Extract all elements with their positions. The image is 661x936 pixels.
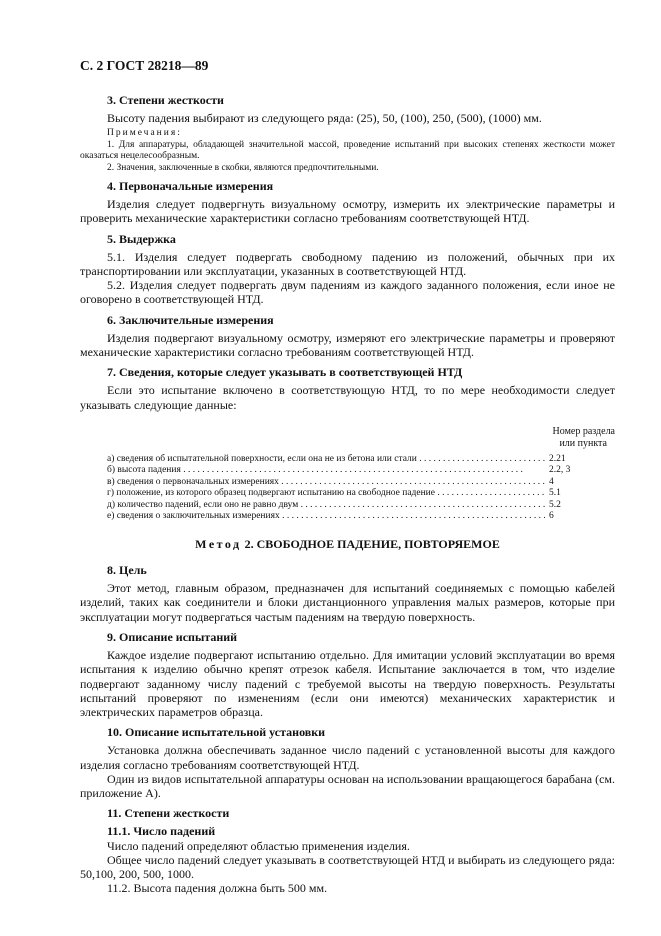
section-4-text: Изделия следует подвергнуть визуальному осмотру, измерить их электрические параметры и проверить механические характеристики согласно требованиям соответствующей НТД. xyxy=(80,197,615,226)
toc-item: б) высота падения . . . 2.2, 3 xyxy=(80,465,615,477)
section-6-text: Изделия подвергают визуальному осмотру, измеряют его электрические параметры и проверяют механические характеристики согласно требованиям соответствующей НТД. xyxy=(80,330,615,360)
section-11-1-p2: Общее число падений следует указывать в соответствующей НТД и выбирать из следующего ряда: 50,100, 200, 500, 1000. xyxy=(80,852,615,881)
section-10-p1: Установка должна обеспечивать заданное число падений с установленной высоты для каждого изделия согласно требованиям соответствующей НТД. xyxy=(80,743,615,772)
section-3-title: 3. Степени жесткости xyxy=(107,93,224,107)
section-11-1-p1: Число падений определяют областью применения изделия. xyxy=(107,838,410,853)
toc-item: в) сведения о первоначальных измерениях . . . 4 xyxy=(80,477,615,489)
note-2: 2. Значения, заключенные в скобки, являются предпочтительными. xyxy=(107,162,379,173)
section-10-title: 10. Описание испытательной установки xyxy=(107,725,326,740)
section-9-text: Каждое изделие подвергают испытанию отдельно. Для имитации условий эксплуатации во время испытания к изделию обычно крепят отрезок кабеля. Испытание заключается в том, что изделие подвергают заданному числу падений с требуемой высоты на твердую поверхность. Результаты испытаний проверяют по изменениям (если они имеются) механических характеристик и электрических параметров образца. xyxy=(80,648,615,719)
section-7-text: Если это испытание включено в соответствующую НТД, то по мере необходимости следует указывать следующие данные: xyxy=(80,383,615,412)
toc-list xyxy=(80,454,615,523)
section-4-title: 4. Первоначальные измерения xyxy=(107,179,274,194)
method-2-heading: Метод 2. СВОБОДНОЕ ПАДЕНИЕ, ПОВТОРЯЕМОЕ xyxy=(195,536,500,551)
section-10-p2: Один из видов испытательной аппаратуры основан на использовании вращающегося барабана (см. приложение А). xyxy=(80,771,615,800)
section-11-1-title: 11.1. Число падений xyxy=(107,824,216,839)
document-body xyxy=(80,93,615,895)
toc-item: а) сведения об испытательной поверхности, если она не из бетона или стали . . . 2.21 xyxy=(80,454,615,466)
toc-item: е) сведения о заключительных измерениях . . . 6 xyxy=(80,511,615,523)
section-5-1: 5.1. Изделия следует подвергать свободному падению из положений, обычных при их транспортировании или эксплуатации, указанных в соответствующей НТД. xyxy=(80,249,615,279)
section-6-title: 6. Заключительные измерения xyxy=(107,312,274,327)
section-11-2: 11.2. Высота падения должна быть 500 мм. xyxy=(107,881,328,896)
page-header: С. 2 ГОСТ 28218—89 xyxy=(80,58,209,73)
toc-item: г) положение, из которого образец подвергают испытанию на свободное падение . . . 5.1 xyxy=(80,488,615,500)
section-11-title: 11. Степени жесткости xyxy=(107,806,230,821)
note-1: 1. Для аппаратуры, обладающей значительной массой, проведение испытаний при высоких степенях жесткости может оказаться нецелесообразным. xyxy=(80,139,615,162)
section-9-title: 9. Описание испытаний xyxy=(107,629,238,644)
section-8-title: 8. Цель xyxy=(107,563,147,578)
toc-column-head: Номер раздела или пункта xyxy=(552,425,615,449)
notes-title: Примечания: xyxy=(107,128,182,139)
section-8-text: Этот метод, главным образом, предназначен для испытаний соединяемых с помощью кабелей изделий, таких как соединители и блоки дистанционного управления малых размеров, которые при эксплуатации могут подвергаться частым падениям на твердую поверхность. xyxy=(80,581,615,624)
section-3-text: Высоту падения выбирают из следующего ряда: (25), 50, (100), 250, (500), (1000) мм. xyxy=(107,111,542,126)
section-5-title: 5. Выдержка xyxy=(107,231,176,246)
section-7-title: 7. Сведения, которые следует указывать в соответствующей НТД xyxy=(107,365,463,380)
toc-item: д) количество падений, если оно не равно двум . . . 5.2 xyxy=(80,500,615,512)
section-5-2: 5.2. Изделия следует подвергать двум падениям из каждого заданного положения, если иное не оговорено в соответствующей НТД. xyxy=(80,278,615,307)
